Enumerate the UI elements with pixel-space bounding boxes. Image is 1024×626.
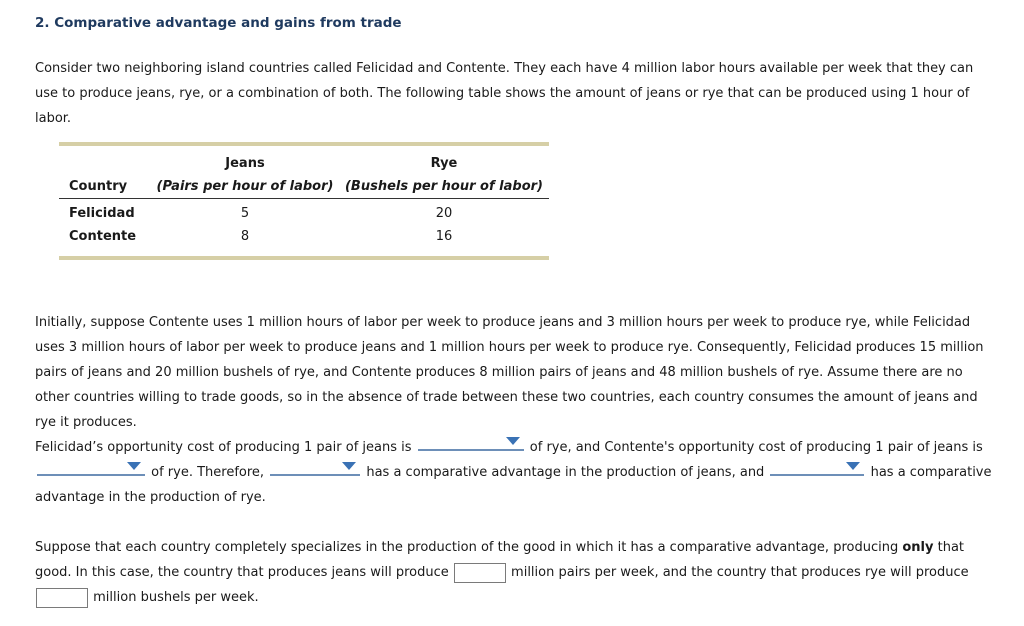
contente-opportunity-cost-dropdown[interactable] — [37, 460, 145, 476]
chevron-down-icon — [342, 462, 356, 470]
row-jeans: 8 — [240, 229, 250, 244]
felicidad-opportunity-cost-dropdown[interactable] — [418, 435, 524, 451]
opportunity-text-5: has a comparative advantage in the production of rye. — [35, 465, 992, 505]
opportunity-text-3: of rye. Therefore, — [151, 465, 265, 480]
table-row — [59, 199, 549, 226]
header-jeans-unit: (Pairs per hour of labor) — [151, 175, 339, 199]
table-bottom-rule — [59, 256, 549, 260]
jeans-quantity-input[interactable] — [454, 563, 506, 583]
spec-text-4: million bushels per week. — [93, 590, 259, 605]
header-rye-unit: (Bushels per hour of labor) — [339, 175, 549, 199]
production-table — [59, 142, 549, 260]
question-title: 2. Comparative advantage and gains from trade — [35, 15, 402, 31]
jeans-advantage-country-dropdown[interactable] — [270, 460, 360, 476]
spec-text-3: million pairs per week, and the country that produces rye will produce — [511, 565, 969, 580]
rye-quantity-input[interactable] — [36, 588, 88, 608]
intro-paragraph: Consider two neighboring island countries called Felicidad and Contente. They each have 4 million labor hours available per week that they can use to produce jeans, rye, or a combination of both. The following table shows the amount of jeans or rye that can be produced using 1 hour of labor. — [35, 61, 974, 126]
chevron-down-icon — [846, 462, 860, 470]
spec-text-2: that good. In this case, the country that produces jeans will produce — [35, 540, 965, 580]
row-jeans: 5 — [240, 206, 250, 221]
opportunity-text-1: Felicidad’s opportunity cost of producing 1 pair of jeans is — [35, 440, 412, 455]
header-jeans: Jeans — [225, 156, 265, 171]
opportunity-cost-paragraph — [35, 435, 995, 510]
row-rye: 20 — [435, 206, 453, 221]
table-row — [59, 225, 549, 256]
row-country: Felicidad — [69, 206, 135, 221]
row-country: Contente — [69, 229, 137, 244]
chevron-down-icon — [506, 437, 520, 445]
initial-paragraph: Initially, suppose Contente uses 1 million hours of labor per week to produce jeans and 3 million hours per week to produce rye, while Felicidad uses 3 million hours of labor per week to produce jeans and 1 million hours per week to produce rye. Consequently, Felicidad produces 15 million pairs of jeans and 20 million bushels of rye, and Contente produces 8 million pairs of jeans and 48 million bushels of rye. Assume there are no other countries willing to trade goods, so in the absence of trade between these two countries, each country consumes the amount of jeans and rye it produces. — [35, 315, 984, 430]
row-rye: 16 — [435, 229, 453, 244]
rye-advantage-country-dropdown[interactable] — [770, 460, 864, 476]
spec-bold-only: only — [902, 540, 934, 555]
specialization-paragraph — [35, 535, 995, 610]
opportunity-text-4: has a comparative advantage in the production of jeans, and — [366, 465, 765, 480]
spec-text-1: Suppose that each country completely specializes in the production of the good in which it has a comparative advantage, producing — [35, 540, 899, 555]
opportunity-text-2: of rye, and Contente's opportunity cost of producing 1 pair of jeans is — [529, 440, 983, 455]
header-country: Country — [59, 175, 151, 199]
chevron-down-icon — [127, 462, 141, 470]
header-rye: Rye — [430, 156, 458, 171]
